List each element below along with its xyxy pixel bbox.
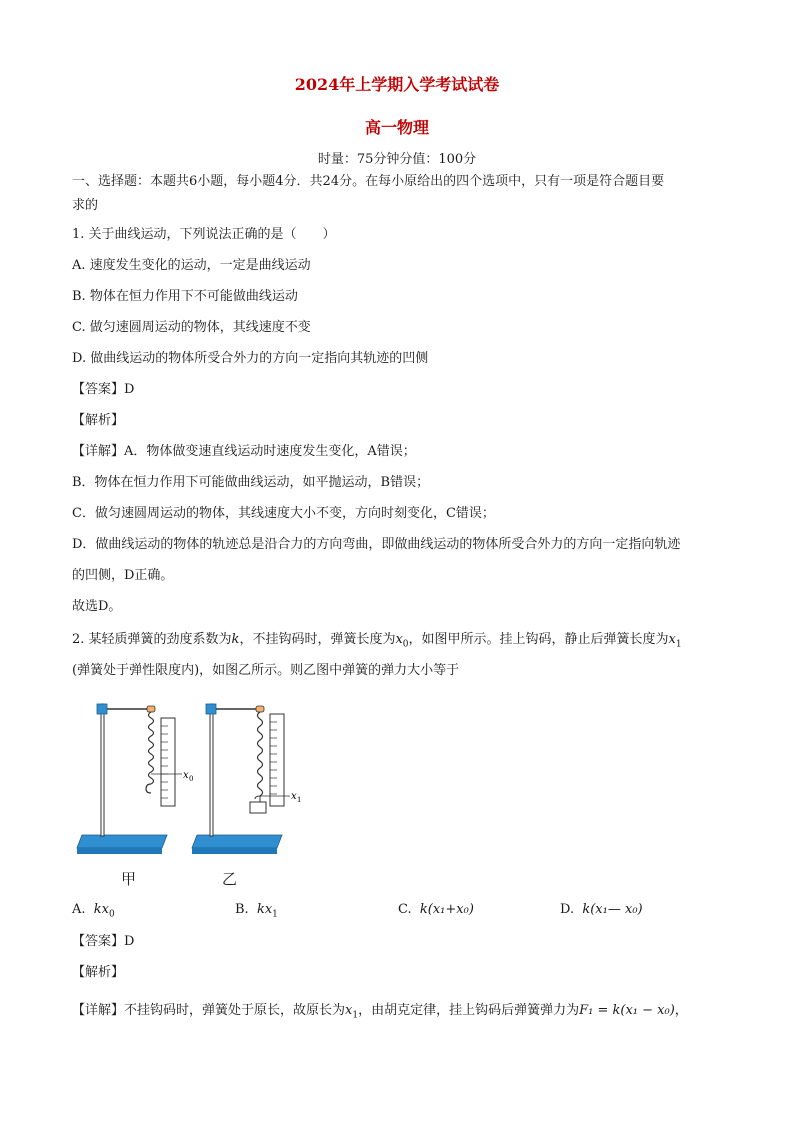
q2-symbol-x1: x <box>668 632 676 647</box>
q1-detail-c: C．做匀速圆周运动的物体，其线速度大小不变，方向时刻变化，C错误； <box>72 506 495 521</box>
q2-stem-part2: ，不挂钩码时，弹簧长度为 <box>239 632 396 647</box>
exam-title: 2024年上学期入学考试试卷 <box>294 75 500 94</box>
hooke-formula: F₁ = k(x₁ − x₀) <box>579 1003 675 1018</box>
q1-conclusion: 故选D。 <box>72 599 122 614</box>
subject-title: 高一物理 <box>364 118 429 137</box>
q2-detail: 【详解】不挂钩码时，弹簧处于原长，故原长为$x_1$，由胡克定律，挂上钩码后弹簧弹力为F₁ = k(x₁ − x₀)， <box>72 1003 688 1021</box>
apparatus-right <box>192 704 301 854</box>
section-intro-line2: 求的 <box>72 198 99 213</box>
exam-meta: 时量：75分钟分值：100分 <box>317 152 477 167</box>
q2-option-d: D. k(x₁— x₀) <box>560 902 643 917</box>
figure-label-jia: 甲 <box>121 870 137 888</box>
q2-option-c: C. k(x₁+x₀) <box>398 902 474 917</box>
q2-symbol-k: k <box>231 632 240 647</box>
q1-detail-d1: D．做曲线运动的物体的轨迹总是沿合力的方向弯曲，即做曲线运动的物体所受合外力的方向一定指向轨迹 <box>72 537 681 552</box>
q1-option-a: A. 速度发生变化的运动，一定是曲线运动 <box>72 258 311 273</box>
q1-option-b: B. 物体在恒力作用下不可能做曲线运动 <box>72 289 298 304</box>
q2-stem-part3: ，如图甲所示。挂上钩码，静止后弹簧长度为 <box>408 632 669 647</box>
q2-option-b: B. $kx_1$ <box>235 902 278 920</box>
spring-figure <box>72 690 302 890</box>
q2-stem-line2: (弹簧处于弹性限度内)，如图乙所示。则乙图中弹簧的弹力大小等于 <box>72 663 460 678</box>
q2-analysis-title: 【解析】 <box>72 965 125 980</box>
svg-text:1: 1 <box>297 796 302 804</box>
q1-option-d: D. 做曲线运动的物体所受合外力的方向一定指向其轨迹的凹侧 <box>72 351 429 366</box>
label-x0: x <box>183 770 189 781</box>
q1-option-c: C. 做匀速圆周运动的物体，其线速度不变 <box>72 320 311 335</box>
label-x1: x <box>291 791 297 802</box>
svg-text:0: 0 <box>189 775 194 783</box>
q1-detail-b: B．物体在恒力作用下可能做曲线运动，如平抛运动，B错误； <box>72 475 430 490</box>
q1-analysis-title: 【解析】 <box>72 413 125 428</box>
q1-detail-a: 【详解】A．物体做变速直线运动时速度发生变化，A错误； <box>72 444 416 459</box>
section-intro-line1: 一、选择题：本题共6小题，每小题4分．共24分。在每小原给出的四个选项中，只有一项是符合题目要 <box>72 174 665 189</box>
q2-symbol-x0: x <box>395 632 403 647</box>
q2-stem-part1: 2. 某轻质弹簧的劲度系数为 <box>72 632 232 647</box>
q1-detail-d2: 的凹侧，D正确。 <box>72 568 174 583</box>
q2-stem-line1: 2. 某轻质弹簧的劲度系数为k，不挂钩码时，弹簧长度为$x_0$，如图甲所示。挂上钩码，静止后弹簧长度为$x_1$ <box>72 632 682 650</box>
q2-answer: 【答案】D <box>72 934 135 949</box>
figure-label-yi: 乙 <box>222 870 238 888</box>
q1-answer: 【答案】D <box>72 382 135 397</box>
q1-stem: 1. 关于曲线运动，下列说法正确的是（ ） <box>72 227 336 242</box>
apparatus-left <box>77 704 193 854</box>
q2-option-a: A. $kx_0$ <box>72 902 115 920</box>
